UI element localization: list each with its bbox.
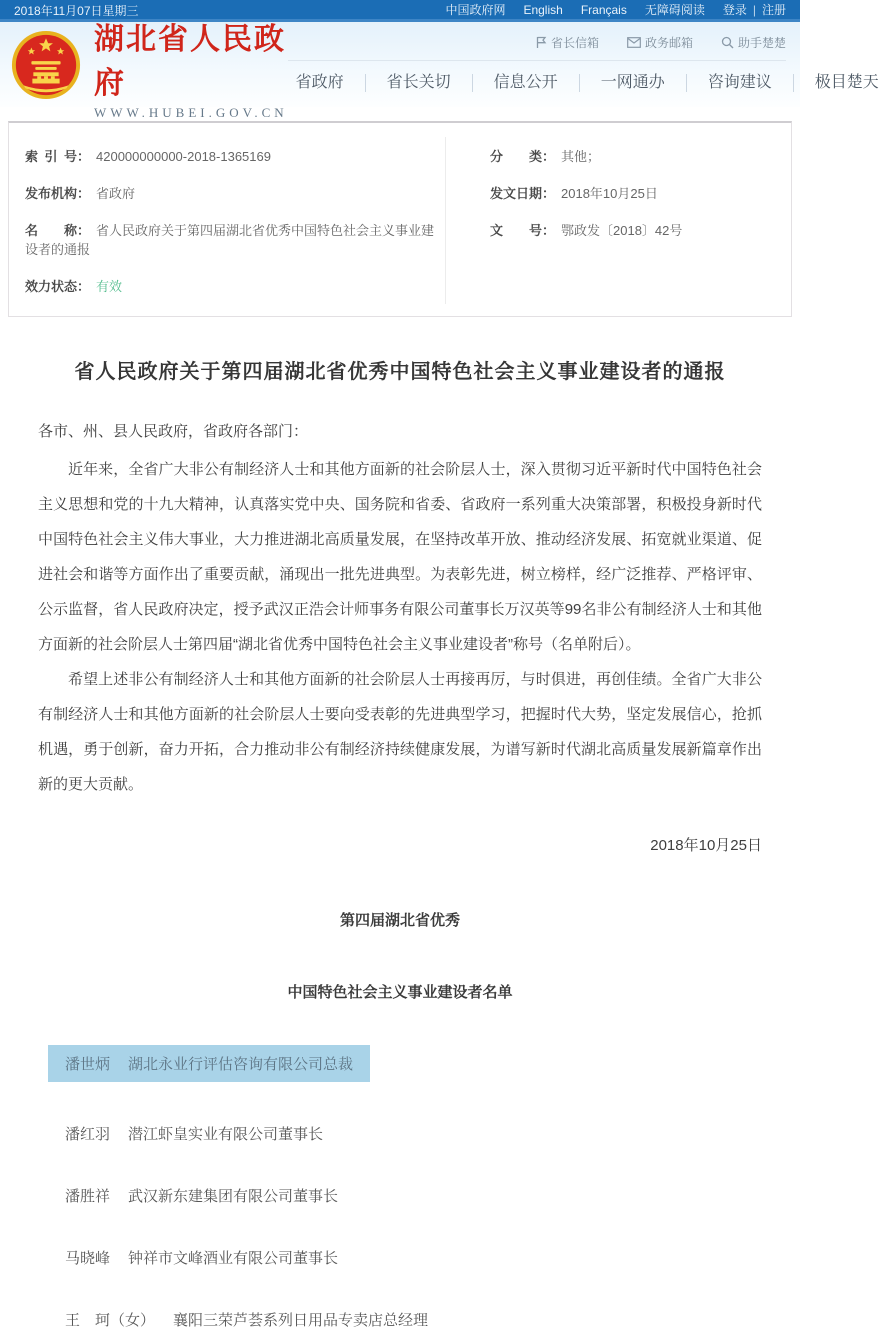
paragraph-1: 近年来，全省广大非公有制经济人士和其他方面新的社会阶层人士，深入贯彻习近平新时代中国特色社会主义思想和党的十九大精神，认真落实党中央、国务院和省委、省政府一系列重大决策部署，积极投身新时代中国特色社会主义伟大事业，大力推进湖北高质量发展，在坚持改革开放、推动经济发展、拓宽就业渠道、促进社会和谐等方面作出了重要贡献，涌现出一批先进典型。为表彰先进，树立榜样，经广泛推荐、严格评审、公示监督，省人民政府决定，授予武汉正浩会计师事务有限公司董事长万汉英等99名非公有制经济人士和其他方面新的社会阶层人士第四届“湖北省优秀中国特色社会主义事业建设者”称号（名单附后）。 bbox=[38, 461, 762, 653]
list-item bbox=[38, 1185, 762, 1206]
current-date: 2018年11月07日星期三 bbox=[14, 4, 139, 18]
salutation: 各市、州、县人民政府，省政府各部门： bbox=[38, 423, 309, 440]
metadata-right-column bbox=[445, 137, 775, 304]
document-body bbox=[0, 317, 800, 1330]
issuing-agency-value: 省政府 bbox=[96, 186, 136, 201]
list-heading-line-2: 中国特色社会主义事业建设者名单 bbox=[287, 984, 513, 1001]
honoree-name: 王 珂（女） bbox=[65, 1312, 156, 1329]
list-heading-line-1: 第四届湖北省优秀 bbox=[339, 912, 460, 929]
honoree-org: 湖北永业行评估咨询有限公司总裁 bbox=[128, 1056, 354, 1073]
metadata-left-column bbox=[25, 137, 445, 304]
main-nav bbox=[288, 60, 879, 92]
honoree-list bbox=[38, 1045, 762, 1330]
paragraph-2: 希望上述非公有制经济人士和其他方面新的社会阶层人士再接再厉，与时俱进，再创佳绩。全省广大非公有制经济人士和其他方面新的社会阶层人士要向受表彰的先进典型学习，把握时代大势，坚定发展信心，抢抓机遇，勇于创新，奋力开拓，合力推动非公有制经济持续健康发展，为谱写新时代湖北高质量发展新篇章作出新的更大贡献。 bbox=[38, 671, 762, 793]
register-link[interactable]: 注册 bbox=[761, 2, 786, 17]
site-url: WWW.HUBEI.GOV.CN bbox=[94, 105, 288, 120]
meta-row-category: 分类： 其他； bbox=[490, 149, 601, 164]
mail-icon bbox=[627, 37, 641, 48]
meta-row-document-name: 名称： 省人民政府关于第四届湖北省优秀中国特色社会主义事业建设者的通报 bbox=[25, 223, 435, 257]
honoree-org: 武汉新东建集团有限公司董事长 bbox=[128, 1188, 339, 1205]
nav-provincial-government[interactable]: 省政府 bbox=[288, 74, 366, 92]
list-item bbox=[38, 1123, 762, 1144]
site-brand[interactable] bbox=[10, 23, 288, 120]
honoree-org: 钟祥市文峰酒业有限公司董事长 bbox=[128, 1250, 339, 1267]
list-item bbox=[38, 1045, 762, 1082]
document-number-value: 鄂政发〔2018〕42号 bbox=[561, 223, 683, 238]
link-francais[interactable]: Français bbox=[580, 2, 627, 17]
list-item bbox=[38, 1309, 762, 1330]
link-accessibility[interactable]: 无障碍阅读 bbox=[644, 2, 705, 17]
governor-mailbox-link[interactable]: 省长信箱 bbox=[535, 34, 599, 51]
validity-status-badge: 有效 bbox=[96, 279, 123, 294]
signature-date: 2018年10月25日 bbox=[650, 837, 762, 854]
honoree-org: 襄阳三荣芦荟系列日用品专卖店总经理 bbox=[173, 1312, 429, 1329]
link-english[interactable]: English bbox=[523, 2, 563, 17]
index-number-value: 420000000000-2018-1365169 bbox=[96, 149, 271, 164]
gov-mailbox-link[interactable]: 政务邮箱 bbox=[627, 34, 693, 51]
link-gov-cn[interactable]: 中国政府网 bbox=[445, 2, 506, 17]
list-item bbox=[38, 1247, 762, 1268]
document-title: 省人民政府关于第四届湖北省优秀中国特色社会主义事业建设者的通报 bbox=[74, 361, 726, 383]
honoree-name: 潘世炳 bbox=[65, 1056, 111, 1073]
category-value: 其他； bbox=[561, 149, 601, 164]
meta-row-issue-date: 发文日期： 2018年10月25日 bbox=[490, 186, 658, 201]
assistant-chuchu-link[interactable]: 助手楚楚 bbox=[721, 34, 786, 51]
meta-row-validity-status: 效力状态： 有效 bbox=[25, 279, 123, 294]
highlighted-honoree bbox=[48, 1045, 370, 1082]
site-title: 湖北省人民政府 bbox=[94, 23, 286, 100]
document-name-value: 省人民政府关于第四届湖北省优秀中国特色社会主义事业建设者的通报 bbox=[25, 223, 435, 257]
nav-one-stop-services[interactable]: 一网通办 bbox=[580, 74, 687, 92]
honoree-name: 潘胜祥 bbox=[65, 1188, 111, 1205]
brand-text bbox=[94, 14, 288, 121]
meta-row-index-number: 索引号： 420000000000-2018-1365169 bbox=[25, 149, 271, 164]
document-metadata-box bbox=[8, 121, 792, 317]
topbar-links bbox=[445, 0, 786, 19]
nav-consultation[interactable]: 咨询建议 bbox=[687, 74, 794, 92]
site-header bbox=[0, 22, 879, 120]
meta-row-document-number: 文号： 鄂政发〔2018〕42号 bbox=[490, 223, 683, 238]
flag-icon bbox=[535, 36, 547, 49]
auth-links bbox=[723, 0, 786, 21]
issue-date-value: 2018年10月25日 bbox=[561, 186, 658, 201]
auth-divider: | bbox=[752, 2, 756, 17]
quick-links bbox=[288, 34, 786, 60]
meta-row-issuing-agency: 发布机构： 省政府 bbox=[25, 186, 136, 201]
nav-jimu-chutian[interactable]: 极目楚天 bbox=[814, 74, 879, 91]
national-emblem-logo bbox=[10, 29, 82, 106]
search-icon bbox=[721, 36, 734, 49]
honoree-name: 马晓峰 bbox=[65, 1250, 111, 1267]
honoree-name: 潘红羽 bbox=[65, 1126, 111, 1143]
honoree-org: 潜江虾皇实业有限公司董事长 bbox=[128, 1126, 324, 1143]
login-link[interactable]: 登录 bbox=[722, 2, 747, 17]
nav-information-disclosure[interactable]: 信息公开 bbox=[473, 74, 580, 92]
nav-governor-concerns[interactable]: 省长关切 bbox=[366, 74, 473, 92]
header-right bbox=[288, 28, 879, 107]
